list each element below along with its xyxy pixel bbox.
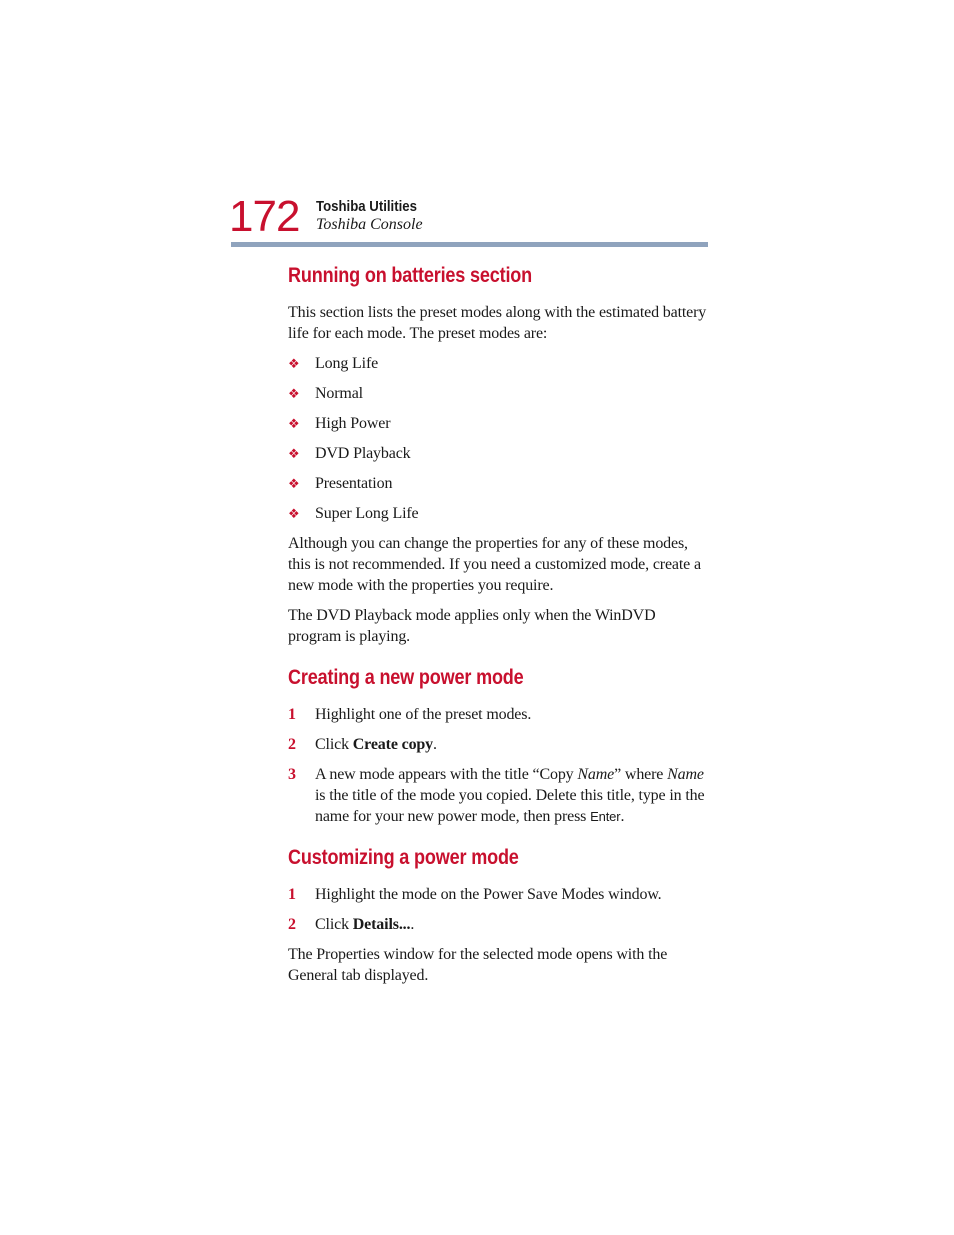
list-item bbox=[288, 734, 708, 755]
step-text: Click bbox=[315, 736, 353, 753]
batteries-paragraph-2: The DVD Playback mode applies only when the WinDVD program is playing. bbox=[288, 607, 656, 645]
step-text: Highlight the mode on the Power Save Modes window. bbox=[315, 886, 662, 903]
list-item bbox=[288, 383, 708, 404]
diamond-bullet-icon: ❖ bbox=[288, 416, 300, 431]
step-text-end: . bbox=[433, 736, 437, 753]
name-placeholder: Name bbox=[577, 766, 615, 783]
list-item bbox=[288, 704, 708, 725]
page-content bbox=[288, 262, 708, 986]
preset-modes-list bbox=[288, 353, 708, 524]
customizing-steps bbox=[288, 884, 708, 935]
name-placeholder: Name bbox=[667, 766, 704, 783]
step-text: is the title of the mode you copied. Delete this title, type in the name for your new power mode, then press bbox=[315, 787, 705, 825]
batteries-paragraph-1: Although you can change the properties for any of these modes, this is not recommended. If you need a customized mode, create a new mode with the properties you require. bbox=[288, 535, 701, 594]
mode-label: DVD Playback bbox=[315, 445, 411, 462]
diamond-bullet-icon: ❖ bbox=[288, 356, 300, 371]
batteries-intro: This section lists the preset modes along with the estimated battery life for each mode. The preset modes are: bbox=[288, 304, 707, 342]
running-header-chapter: Toshiba Utilities bbox=[316, 198, 417, 215]
create-copy-label: Create copy bbox=[352, 736, 434, 753]
header-rule bbox=[231, 242, 708, 247]
heading-customizing-power-mode: Customizing a power mode bbox=[288, 846, 519, 869]
diamond-bullet-icon: ❖ bbox=[288, 386, 300, 401]
customizing-outro: The Properties window for the selected mode opens with the General tab displayed. bbox=[288, 946, 668, 984]
step-text: Highlight one of the preset modes. bbox=[315, 706, 532, 723]
mode-label: Super Long Life bbox=[315, 505, 419, 522]
step-text: ” where bbox=[614, 766, 668, 783]
list-item bbox=[288, 884, 708, 905]
running-header-section: Toshiba Console bbox=[316, 216, 423, 233]
mode-label: Normal bbox=[315, 385, 363, 402]
list-item bbox=[288, 503, 708, 524]
step-number: 2 bbox=[288, 916, 296, 933]
creating-steps bbox=[288, 704, 708, 827]
list-item bbox=[288, 473, 708, 494]
list-item bbox=[288, 914, 708, 935]
step-text: Click bbox=[315, 916, 353, 933]
heading-running-on-batteries: Running on batteries section bbox=[288, 264, 533, 287]
mode-label: Presentation bbox=[315, 475, 393, 492]
list-item bbox=[288, 413, 708, 434]
step-number: 2 bbox=[288, 736, 296, 753]
details-label: Details... bbox=[352, 916, 411, 933]
list-item bbox=[288, 764, 708, 827]
diamond-bullet-icon: ❖ bbox=[288, 476, 300, 491]
step-number: 1 bbox=[288, 886, 296, 903]
diamond-bullet-icon: ❖ bbox=[288, 446, 300, 461]
list-item bbox=[288, 443, 708, 464]
enter-key-label: Enter bbox=[590, 809, 621, 824]
step-number: 1 bbox=[288, 706, 296, 723]
step-text: A new mode appears with the title “Copy bbox=[315, 766, 578, 783]
heading-creating-power-mode: Creating a new power mode bbox=[288, 666, 524, 689]
step-number: 3 bbox=[288, 766, 296, 783]
page-number: 172 bbox=[229, 192, 300, 241]
mode-label: Long Life bbox=[315, 355, 379, 372]
mode-label: High Power bbox=[315, 415, 391, 432]
step-text-end: . bbox=[410, 916, 415, 933]
step-text-end: . bbox=[620, 808, 625, 825]
diamond-bullet-icon: ❖ bbox=[288, 506, 300, 521]
list-item bbox=[288, 353, 708, 374]
